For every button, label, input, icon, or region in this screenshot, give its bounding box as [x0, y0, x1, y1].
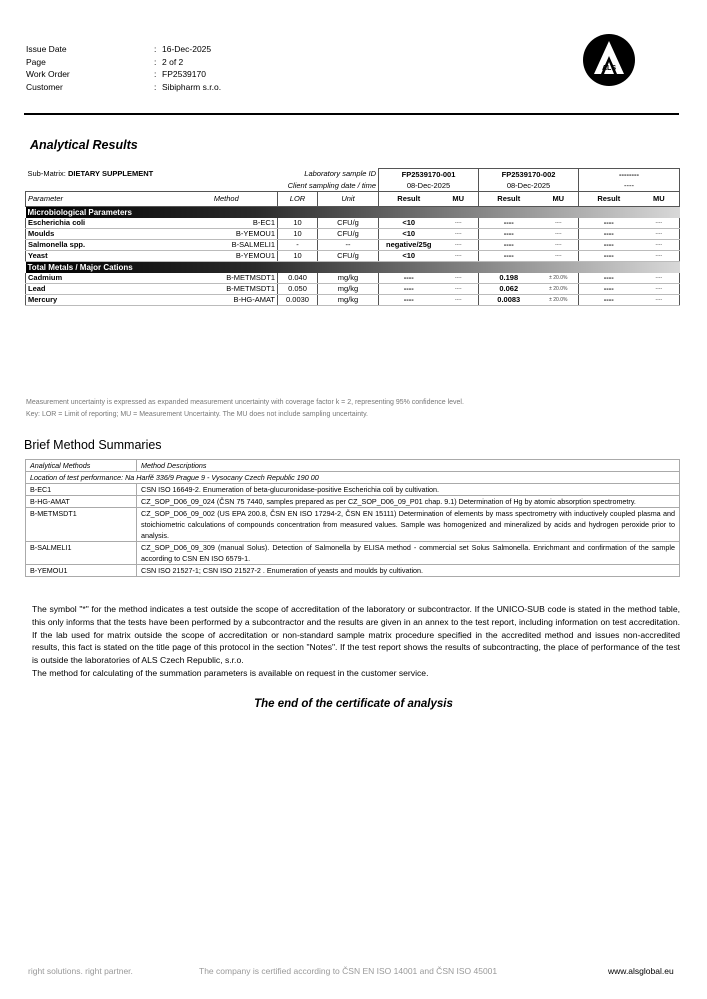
- result-value: ----: [579, 273, 639, 284]
- unit-value: CFU/g: [318, 251, 379, 262]
- method-row: [26, 542, 680, 565]
- mu-value: ± 20.0%: [539, 295, 579, 306]
- mu-value: ± 20.0%: [539, 273, 579, 284]
- method-code: B-HG-AMAT: [176, 295, 278, 306]
- result-value: ----: [579, 229, 639, 240]
- result-row: [26, 273, 680, 284]
- result-value: 0.0083: [479, 295, 539, 306]
- col-method: Method: [176, 192, 278, 207]
- end-of-certificate: The end of the certificate of analysis: [254, 698, 453, 710]
- method-code: B-METMSDT1: [176, 284, 278, 295]
- section-header-row: [26, 262, 680, 274]
- mu-value: ----: [639, 218, 680, 229]
- mu-value: ----: [639, 251, 680, 262]
- unit-value: mg/kg: [318, 284, 379, 295]
- als-logo: [583, 34, 635, 86]
- svg-text:ALS: ALS: [602, 65, 616, 72]
- result-value: ----: [579, 295, 639, 306]
- column-header-row: [26, 192, 680, 207]
- result-value: negative/25g: [379, 240, 439, 251]
- result-row: [26, 229, 680, 240]
- unit-value: CFU/g: [318, 229, 379, 240]
- sample-1-date: 08-Dec-2025: [379, 180, 479, 192]
- als-logo-icon: [583, 34, 635, 86]
- col-parameter: Parameter: [26, 192, 176, 207]
- mu-value: ----: [439, 273, 479, 284]
- result-value: ----: [379, 273, 439, 284]
- mu-value: ----: [639, 240, 680, 251]
- issue-date-row: Issue Date : 16-Dec-2025: [26, 44, 212, 54]
- method-description: CZ_SOP_D06_09_002 (US EPA 200.8, ČSN EN ISO 17294-2, ČSN EN 15111) Determination of elements by mass spectrometry with inductively coupled plasma and stoichiometric calculations of compounds concentration from measured values. Sample was homogenized and mineralized by acids and hydrogen peroxide prior to analysis.: [137, 508, 680, 542]
- lor-value: -: [278, 240, 318, 251]
- result-row: [26, 240, 680, 251]
- mu-value: ----: [439, 218, 479, 229]
- accreditation-paragraph: [32, 603, 680, 680]
- sampling-date-label: Client sampling date / time: [287, 180, 376, 190]
- key-note: Key: LOR = Limit of reporting; MU = Measurement Uncertainty. The MU does not include sampling uncertainty.: [26, 411, 368, 418]
- result-value: <10: [379, 229, 439, 240]
- unit-value: CFU/g: [318, 218, 379, 229]
- method-row: [26, 565, 680, 577]
- result-value: ----: [479, 218, 539, 229]
- method-code: B-EC1: [176, 218, 278, 229]
- customer-label: Customer: [26, 82, 63, 92]
- col-mu-3: MU: [639, 192, 680, 207]
- result-value: ----: [379, 295, 439, 306]
- location-of-test: Location of test performance: Na Harfě 336/9 Prague 9 - Vysocany Czech Republic 190 00: [26, 472, 680, 484]
- result-value: ----: [479, 229, 539, 240]
- method-code: B-YEMOU1: [26, 565, 137, 577]
- unit-value: --: [318, 240, 379, 251]
- summation-text: The method for calculating of the summation parameters is available on request in the customer service.: [32, 667, 429, 678]
- accreditation-text: The symbol "*" for the method indicates a test outside the scope of accreditation of the laboratory or subcontractor. If the UNICO-SUB code is stated in the method table, this only informs that the tests have been performed by a subcontractor and the results are given in an annex to the test report, including information on test accreditation. If the lab used for matrix outside the scope of accreditation or non-standard sample matrix procedure specified in the accredited method and issues non-accredited results, this fact is stated on the title page of this protocol in the section "Notes". If the test report shows the results of subcontracting, the place of performance of the test is outside the laboratories of ALS Czech Republic, s.r.o.: [32, 604, 680, 666]
- method-code: B-YEMOU1: [176, 251, 278, 262]
- lor-value: 0.050: [278, 284, 318, 295]
- method-code: B-EC1: [26, 484, 137, 496]
- mu-value: ----: [439, 295, 479, 306]
- result-value: ----: [579, 251, 639, 262]
- lor-value: 10: [278, 229, 318, 240]
- col-result-1: Result: [379, 192, 439, 207]
- footer-tagline: right solutions. right partner.: [28, 966, 133, 976]
- result-row: [26, 218, 680, 229]
- work-order-value: FP2539170: [162, 69, 206, 79]
- col-mu-2: MU: [539, 192, 579, 207]
- mu-value: ----: [639, 273, 680, 284]
- mu-value: ----: [639, 295, 680, 306]
- methods-col-descriptions: Method Descriptions: [137, 460, 680, 472]
- method-row: [26, 496, 680, 508]
- method-description: CZ_SOP_D06_09_309 (manual Solus). Detection of Salmonella by ELISA method - commercial set Solus Salmonella. Enrichmant and confirmation of the sample according to CSN EN ISO 6579-1.: [137, 542, 680, 565]
- unit-value: mg/kg: [318, 295, 379, 306]
- section-title: Microbiological Parameters: [26, 207, 680, 219]
- lor-value: 10: [278, 251, 318, 262]
- col-result-2: Result: [479, 192, 539, 207]
- method-code: B-HG-AMAT: [26, 496, 137, 508]
- result-value: <10: [379, 218, 439, 229]
- sample-2-date: 08-Dec-2025: [479, 180, 579, 192]
- mu-value: ----: [439, 284, 479, 295]
- result-value: ----: [379, 284, 439, 295]
- result-row: [26, 251, 680, 262]
- page-value: 2 of 2: [162, 57, 184, 67]
- result-value: ----: [579, 284, 639, 295]
- footer-website-link[interactable]: www.alsglobal.eu: [608, 966, 674, 976]
- section-title: Total Metals / Major Cations: [26, 262, 680, 274]
- result-value: <10: [379, 251, 439, 262]
- col-unit: Unit: [318, 192, 379, 207]
- method-code: B-METMSDT1: [176, 273, 278, 284]
- section-header-row: [26, 207, 680, 219]
- uncertainty-note: Measurement uncertainty is expressed as expanded measurement uncertainty with coverage factor k = 2, representing 95% confidence level.: [26, 399, 464, 406]
- unit-value: mg/kg: [318, 273, 379, 284]
- results-table: [25, 168, 680, 306]
- result-value: ----: [479, 251, 539, 262]
- lab-sample-id-label: Laboratory sample ID: [304, 169, 376, 179]
- sample-3-id: --------: [579, 169, 680, 181]
- mu-value: ----: [439, 251, 479, 262]
- mu-value: ± 20.0%: [539, 284, 579, 295]
- col-lor: LOR: [278, 192, 318, 207]
- footer-certification: The company is certified according to ČSN EN ISO 14001 and ČSN ISO 45001: [199, 966, 498, 976]
- issue-date-label: Issue Date: [26, 44, 67, 54]
- customer-row: Customer : Sibipharm s.r.o.: [26, 82, 222, 92]
- col-result-3: Result: [579, 192, 639, 207]
- parameter-name: Lead: [26, 284, 176, 295]
- mu-value: ----: [539, 251, 579, 262]
- submatrix-label: Sub-Matrix:: [27, 169, 66, 179]
- mu-value: ----: [539, 229, 579, 240]
- lor-value: 0.0030: [278, 295, 318, 306]
- lor-value: 0.040: [278, 273, 318, 284]
- result-row: [26, 284, 680, 295]
- method-code: B-SALMELI1: [26, 542, 137, 565]
- method-row: [26, 508, 680, 542]
- mu-value: ----: [439, 240, 479, 251]
- result-value: ----: [579, 240, 639, 251]
- sample-1-id: FP2539170-001: [379, 169, 479, 181]
- mu-value: ----: [439, 229, 479, 240]
- method-code: B-METMSDT1: [26, 508, 137, 542]
- lor-value: 10: [278, 218, 318, 229]
- parameter-name: Escherichia coli: [26, 218, 176, 229]
- customer-value: Sibipharm s.r.o.: [162, 82, 222, 92]
- mu-value: ----: [539, 240, 579, 251]
- parameter-name: Salmonella spp.: [26, 240, 176, 251]
- result-value: 0.062: [479, 284, 539, 295]
- work-order-row: Work Order : FP2539170: [26, 69, 206, 79]
- parameter-name: Yeast: [26, 251, 176, 262]
- result-value: 0.198: [479, 273, 539, 284]
- parameter-name: Cadmium: [26, 273, 176, 284]
- methods-col-analytical: Analytical Methods: [26, 460, 137, 472]
- method-code: B-YEMOU1: [176, 229, 278, 240]
- sample-3-date: ----: [579, 180, 680, 192]
- method-description: CSN ISO 16649-2. Enumeration of beta-glucuronidase-positive Escherichia coli by cultivation.: [137, 484, 680, 496]
- parameter-name: Moulds: [26, 229, 176, 240]
- page-title: Analytical Results: [30, 138, 138, 152]
- result-value: ----: [579, 218, 639, 229]
- header-rule: [24, 113, 679, 115]
- col-mu-1: MU: [439, 192, 479, 207]
- sample-2-id: FP2539170-002: [479, 169, 579, 181]
- mu-value: ----: [639, 284, 680, 295]
- issue-date-value: 16-Dec-2025: [162, 44, 212, 54]
- method-code: B-SALMELI1: [176, 240, 278, 251]
- page-row: Page : 2 of 2: [26, 57, 184, 67]
- parameter-name: Mercury: [26, 295, 176, 306]
- page-label: Page: [26, 57, 46, 67]
- method-summaries-heading: Brief Method Summaries: [24, 438, 162, 452]
- submatrix-value: DIETARY SUPPLEMENT: [67, 169, 154, 179]
- method-description: CZ_SOP_D06_09_024 (ČSN 75 7440, samples prepared as per CZ_SOP_D06_09_P01 chap. 9.1) Determination of Hg by atomic absorption spectrometry.: [137, 496, 680, 508]
- method-row: [26, 484, 680, 496]
- mu-value: ----: [639, 229, 680, 240]
- methods-table: [25, 459, 680, 577]
- mu-value: ----: [539, 218, 579, 229]
- method-description: CSN ISO 21527-1; CSN ISO 21527-2 . Enumeration of yeasts and moulds by cultivation.: [137, 565, 680, 577]
- work-order-label: Work Order: [26, 69, 70, 79]
- result-row: [26, 295, 680, 306]
- result-value: ----: [479, 240, 539, 251]
